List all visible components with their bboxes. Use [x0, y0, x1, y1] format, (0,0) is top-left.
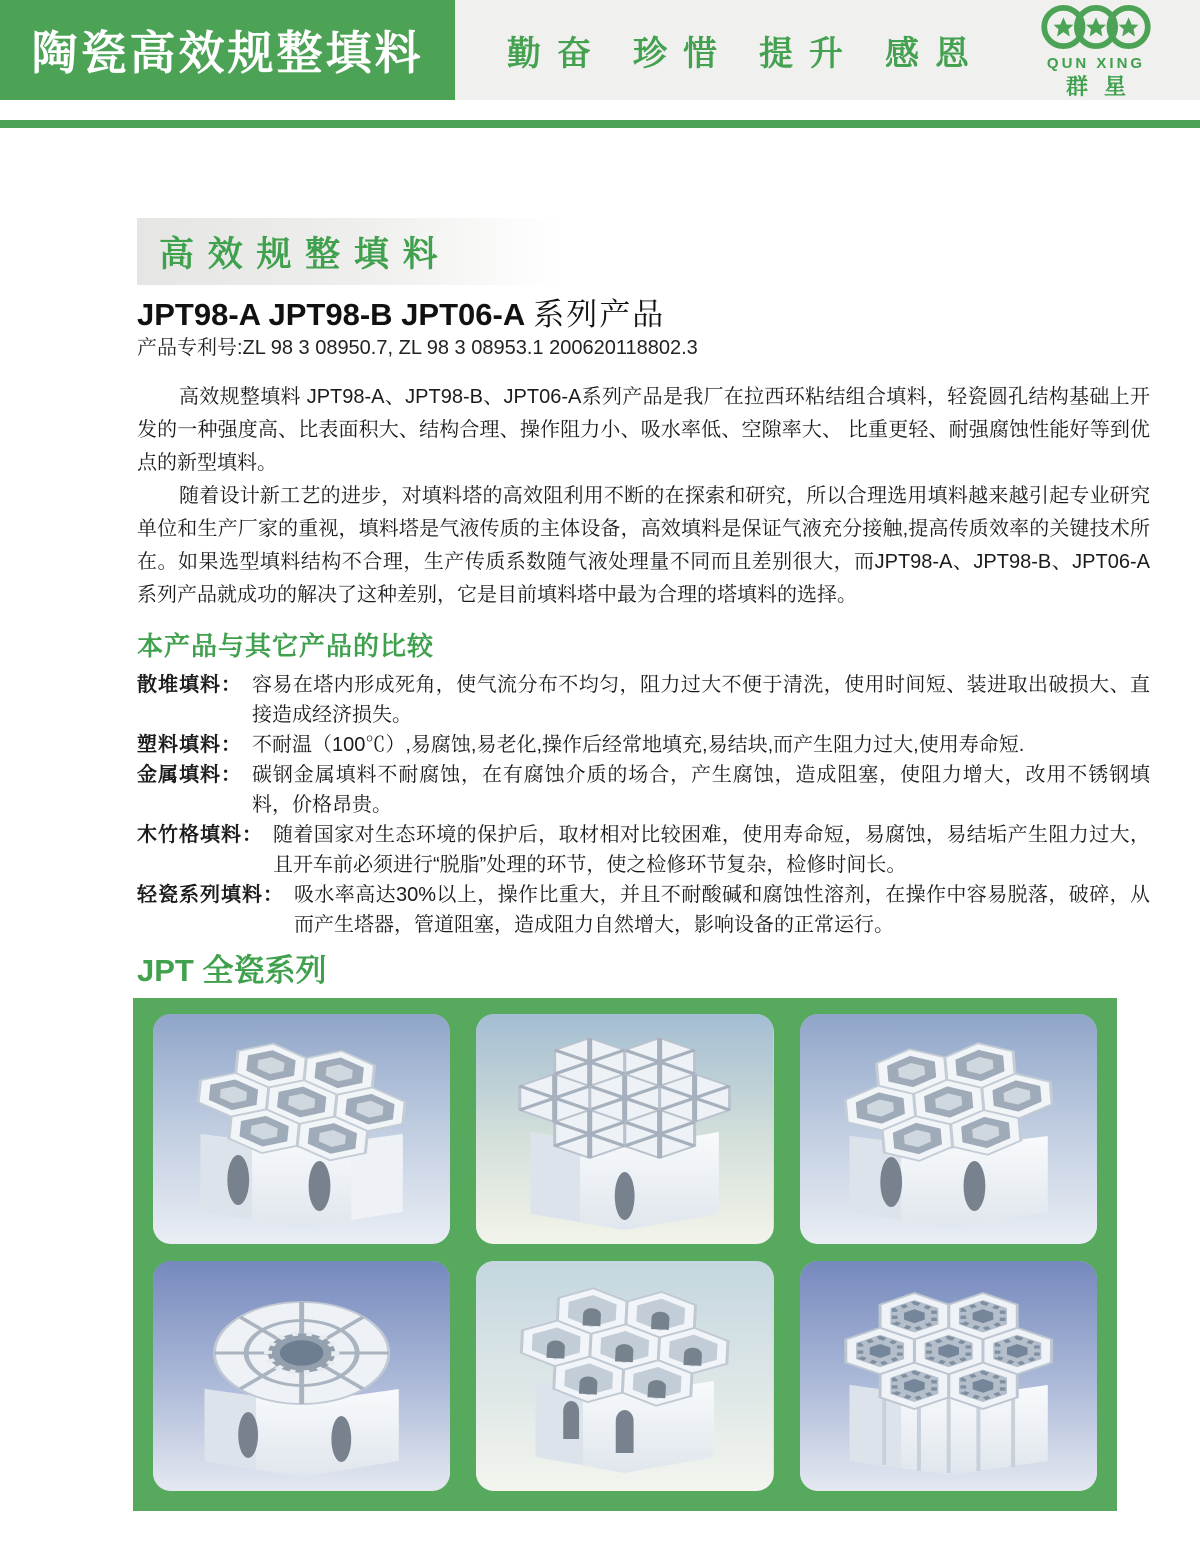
company-logo: [1026, 4, 1166, 98]
arch-window-honeycomb-icon: [476, 1261, 773, 1491]
green-divider: [0, 120, 1200, 128]
gear-tooth-honeycomb-icon: [800, 1261, 1097, 1491]
section-banner: [137, 218, 560, 285]
comparison-label: 散堆填料：: [137, 674, 242, 696]
slogan-word: 感恩: [885, 35, 985, 73]
gallery-heading: JPT 全瓷系列: [137, 953, 327, 988]
intro-paragraph-2: 随着设计新工艺的进步，对填料塔的高效阻利用不断的在探索和研究，所以合理选用填料越来越引起专业研究单位和生产厂家的重视，填料塔是气液传质的主体设备，高效填料是保证气液充分接触,提高传质效率的关键技术所在。如果选型填料结构不合理，生产传质系数随气液处理量不同而且差别很大，而JPT98-A、JPT98-B、JPT06-A系列产品就成功的解决了这种差别，它是目前填料塔中最为合理的塔填料的选择。: [137, 485, 1150, 606]
honeycomb-packing-icon: [800, 1014, 1097, 1244]
comparison-item: [137, 760, 1150, 820]
lattice-packing-icon: [476, 1014, 773, 1244]
comparison-text: 碳钢金属填料不耐腐蚀，在有腐蚀介质的场合，产生腐蚀，造成阻塞，使阻力增大，改用不锈钢填料，价格昂贵。: [252, 764, 1150, 816]
product-photo-4: [153, 1261, 450, 1491]
intro-paragraph-1: 高效规整填料 JPT98-A、JPT98-B、JPT06-A系列产品是我厂在拉西环粘结组合填料，轻瓷圆孔结构基础上开发的一种强度高、比表面积大、结构合理、操作阻力小、吸水率低、空隙率大、 比重更轻、耐强腐蚀性能好等到优点的新型填料。: [137, 386, 1150, 474]
logo-chinese-name: 群星: [1065, 74, 1142, 99]
slogan-word: 提升: [759, 35, 859, 73]
product-title: [137, 297, 1150, 333]
product-photo-1: [153, 1014, 450, 1244]
comparison-item: [137, 820, 1150, 880]
comparison-heading: 本产品与其它产品的比较: [137, 631, 435, 661]
slogan-word: 珍惜: [633, 35, 733, 73]
comparison-text: 容易在塔内形成死角，使气流分布不均匀，阻力过大不便于清洗，使用时间短、装进取出破损大、直接造成经济损失。: [252, 674, 1150, 726]
comparison-text: 随着国家对生态环境的保护后，取材相对比较困难，使用寿命短，易腐蚀，易结垢产生阻力过大，且开车前必须进行“脱脂”处理的环节，使之检修环节复杂，检修时间长。: [273, 824, 1150, 876]
slogan-word: 勤奋: [507, 35, 607, 73]
three-rings-stars-icon: [1036, 4, 1156, 50]
product-photo-3: [800, 1014, 1097, 1244]
product-photo-5: [476, 1261, 773, 1491]
main-content: [137, 218, 1150, 1511]
comparison-label: 塑料填料：: [137, 734, 242, 756]
product-title-suffix: 系列产品: [533, 297, 666, 332]
gallery-panel: [133, 998, 1117, 1511]
section-banner-title: 高 效 规 整 填 料: [159, 234, 440, 274]
page-header: [0, 0, 1200, 100]
page-title: 陶瓷高效规整填料: [31, 27, 424, 79]
comparison-item: [137, 670, 1150, 730]
comparison-label: 木竹格填料：: [137, 824, 263, 846]
comparison-list: [137, 670, 1150, 940]
comparison-item: [137, 730, 1150, 760]
company-slogan: [507, 26, 985, 75]
product-models: JPT98-A JPT98-B JPT06-A: [137, 297, 526, 332]
intro-paragraphs: [137, 381, 1150, 612]
product-photo-6: [800, 1261, 1097, 1491]
ring-flower-packing-icon: [153, 1261, 450, 1491]
patent-number: 产品专利号:ZL 98 3 08950.7, ZL 98 3 08953.1 200620118802.3: [137, 337, 698, 359]
comparison-text: 不耐温（100℃）,易腐蚀,易老化,操作后经常地填充,易结块,而产生阻力过大,使用寿命短.: [252, 734, 1025, 756]
header-title-block: [0, 0, 455, 100]
comparison-label: 金属填料：: [137, 764, 242, 786]
honeycomb-packing-icon: [153, 1014, 450, 1244]
comparison-label: 轻瓷系列填料：: [137, 884, 284, 906]
logo-latin-name: QUN XING: [1046, 55, 1146, 72]
comparison-item: [137, 880, 1150, 940]
product-photo-2: [476, 1014, 773, 1244]
comparison-text: 吸水率高达30%以上，操作比重大，并且不耐酸碱和腐蚀性溶剂，在操作中容易脱落，破碎，从而产生塔器，管道阻塞，造成阻力自然增大，影响设备的正常运行。: [294, 884, 1150, 936]
header-strip: [455, 0, 1200, 100]
